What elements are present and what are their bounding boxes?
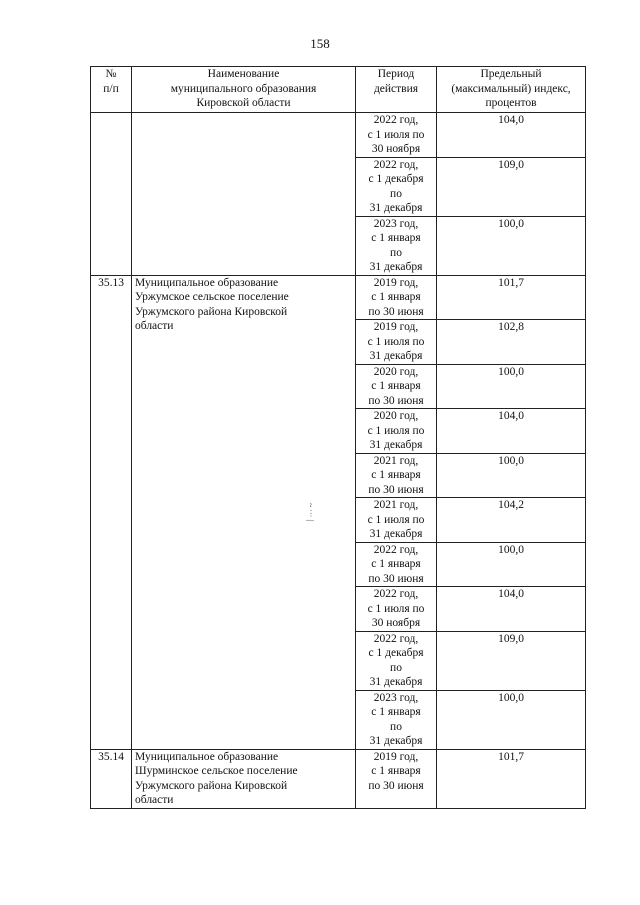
index-value: 100,0: [437, 542, 586, 587]
period-line: по: [390, 720, 402, 733]
period-cell: [356, 690, 437, 749]
index-value: 104,0: [437, 409, 586, 454]
period-line: 2023 год,: [373, 217, 419, 230]
municipality-name-line: области: [135, 794, 174, 806]
municipality-name-line: Шурминское сельское поселение: [135, 765, 298, 777]
municipality-name: [132, 275, 356, 749]
period-line: с 1 января: [371, 380, 421, 392]
row-number: 35.14: [91, 749, 132, 808]
municipality-name-line: Муниципальное образование: [135, 750, 279, 763]
tariff-index-table: [90, 66, 586, 809]
period-line: 2019 год,: [373, 750, 419, 763]
index-value: 109,0: [437, 157, 586, 216]
period-line: с 1 января: [371, 706, 421, 718]
period-line: по: [390, 187, 402, 200]
period-line: с 1 января: [371, 232, 421, 244]
index-value: 109,0: [437, 631, 586, 690]
period-cell: [356, 409, 437, 454]
row-number: [91, 113, 132, 276]
period-line: 2022 год,: [373, 588, 419, 600]
period-cell: [356, 364, 437, 409]
index-value: 100,0: [437, 364, 586, 409]
period-line: с 1 июля по: [367, 602, 425, 615]
municipality-name-line: области: [135, 320, 174, 332]
table-row: [91, 749, 586, 808]
municipality-name-line: Уржумского района Кировской: [135, 305, 288, 318]
period-line: 2021 год,: [373, 499, 419, 511]
period-line: 30 ноября: [371, 617, 421, 629]
municipality-name: [132, 749, 356, 808]
period-line: с 1 июля по: [367, 424, 425, 437]
period-cell: [356, 113, 437, 158]
period-line: по 30 июня: [368, 305, 424, 318]
period-line: 2022 год,: [373, 632, 419, 645]
index-value: 100,0: [437, 216, 586, 275]
period-line: по: [390, 661, 402, 674]
index-value: 104,2: [437, 498, 586, 543]
municipality-name-line: Уржумское сельское поселение: [135, 291, 289, 303]
municipality-name-line: Уржумского района Кировской: [135, 779, 288, 792]
header-num: № п/п: [91, 67, 132, 113]
period-line: 2020 год,: [373, 410, 419, 422]
table-row: [91, 113, 586, 158]
period-line: с 1 января: [371, 765, 421, 777]
period-cell: [356, 631, 437, 690]
period-cell: [356, 587, 437, 632]
header-period: Период действия: [356, 67, 437, 113]
period-cell: [356, 275, 437, 320]
period-cell: [356, 453, 437, 498]
index-value: 102,8: [437, 320, 586, 365]
period-line: 31 декабря: [369, 676, 423, 688]
period-line: с 1 января: [371, 469, 421, 481]
period-line: по 30 июня: [368, 394, 424, 407]
municipality-name-line: Муниципальное образование: [135, 276, 279, 289]
period-line: 31 декабря: [369, 528, 423, 540]
scan-artifact: ~ ··· |: [306, 503, 315, 521]
period-cell: [356, 320, 437, 365]
period-line: 2019 год,: [373, 276, 419, 289]
index-value: 104,0: [437, 113, 586, 158]
period-cell: [356, 542, 437, 587]
period-cell: [356, 749, 437, 808]
period-cell: [356, 157, 437, 216]
municipality-name: [132, 113, 356, 276]
period-line: 2022 год,: [373, 114, 419, 126]
period-line: 30 ноября: [371, 143, 421, 155]
period-line: по 30 июня: [368, 572, 424, 585]
index-value: 104,0: [437, 587, 586, 632]
period-line: по 30 июня: [368, 483, 424, 496]
period-line: 31 декабря: [369, 439, 423, 451]
period-line: 2020 год,: [373, 365, 419, 378]
period-cell: [356, 216, 437, 275]
period-line: с 1 января: [371, 558, 421, 570]
period-line: 31 декабря: [369, 735, 423, 747]
table-body: [91, 113, 586, 809]
period-line: 2022 год,: [373, 158, 419, 171]
period-line: по: [390, 246, 402, 259]
period-line: с 1 декабря: [368, 173, 424, 185]
header-index: Предельный (максимальный) индекс, процентов: [437, 67, 586, 113]
header-name: Наименование муниципального образования Кировской области: [132, 67, 356, 113]
period-line: по 30 июня: [368, 779, 424, 792]
row-number: 35.13: [91, 275, 132, 749]
period-line: 31 декабря: [369, 202, 423, 214]
page-number: 158: [310, 36, 330, 51]
index-value: 101,7: [437, 749, 586, 808]
period-line: с 1 января: [371, 291, 421, 303]
period-line: 2022 год,: [373, 543, 419, 556]
table-header-row: [91, 67, 586, 113]
period-line: 31 декабря: [369, 261, 423, 273]
period-line: 2023 год,: [373, 691, 419, 704]
period-line: 31 декабря: [369, 350, 423, 362]
table-row: [91, 275, 586, 320]
period-line: с 1 июля по: [367, 513, 425, 526]
period-line: 2021 год,: [373, 454, 419, 467]
index-value: 100,0: [437, 690, 586, 749]
period-line: с 1 июля по: [367, 128, 425, 141]
index-value: 101,7: [437, 275, 586, 320]
period-line: с 1 декабря: [368, 647, 424, 659]
period-line: 2019 год,: [373, 321, 419, 333]
period-line: с 1 июля по: [367, 335, 425, 348]
index-value: 100,0: [437, 453, 586, 498]
period-cell: [356, 498, 437, 543]
